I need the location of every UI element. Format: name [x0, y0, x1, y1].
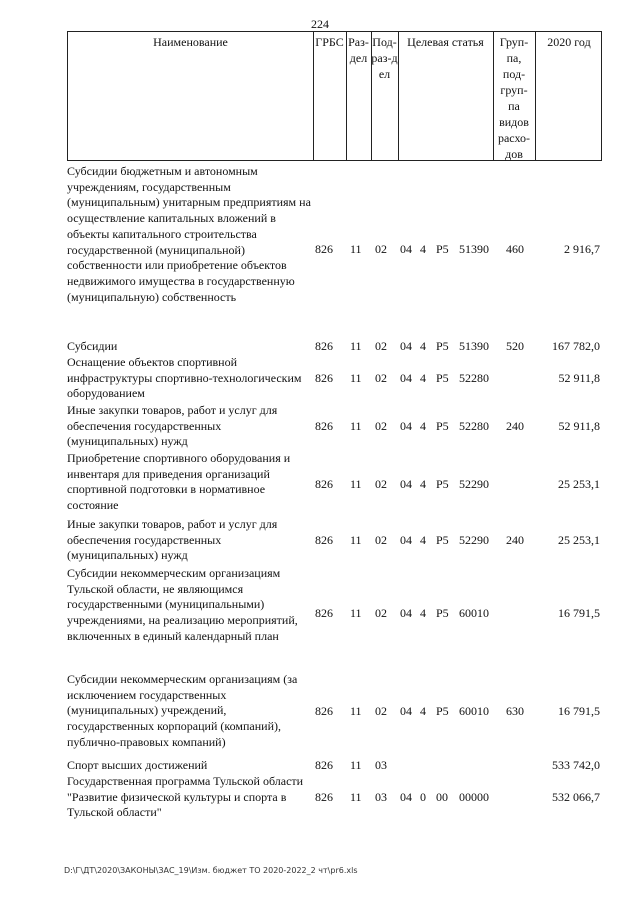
row-razdel: 11: [350, 419, 362, 433]
header-grbs: ГРБС: [315, 35, 344, 49]
table-row: [67, 451, 602, 515]
row-sum: 16 791,5: [558, 606, 600, 620]
row-grbs: 826: [315, 419, 333, 433]
row-target-main: P5: [436, 606, 449, 620]
row-podrazdel: 02: [375, 477, 387, 491]
row-target-main: P5: [436, 419, 449, 433]
row-podrazdel: 03: [375, 790, 387, 804]
row-name: Спорт высших достижений: [67, 758, 208, 772]
row-podrazdel: 03: [375, 758, 387, 772]
row-target-type: 0: [420, 790, 426, 804]
row-grbs: 826: [315, 758, 333, 772]
row-target-type: 4: [420, 339, 426, 353]
table-row: [67, 774, 602, 822]
page-number: 224: [311, 17, 329, 31]
row-podrazdel: 02: [375, 242, 387, 256]
row-sum: 25 253,1: [558, 477, 600, 491]
row-target-type: 4: [420, 704, 426, 718]
row-vr: 520: [506, 339, 524, 353]
row-grbs: 826: [315, 533, 333, 547]
row-razdel: 11: [350, 704, 362, 718]
table-row: [67, 517, 602, 565]
row-vr: 460: [506, 242, 524, 256]
row-target-program: 04: [400, 704, 412, 718]
row-target-direction: 60010: [459, 606, 489, 620]
row-sum: 25 253,1: [558, 533, 600, 547]
row-podrazdel: 02: [375, 339, 387, 353]
row-target-main: P5: [436, 242, 449, 256]
table-row: [67, 355, 602, 403]
row-target-main: P5: [436, 477, 449, 491]
row-target-direction: 51390: [459, 339, 489, 353]
row-target-program: 04: [400, 419, 412, 433]
row-target-direction: 52280: [459, 371, 489, 385]
row-razdel: 11: [350, 371, 362, 385]
row-target-direction: 60010: [459, 704, 489, 718]
row-podrazdel: 02: [375, 533, 387, 547]
header-name: Наименование: [153, 35, 228, 49]
row-target-type: 4: [420, 533, 426, 547]
row-target-program: 04: [400, 790, 412, 804]
row-grbs: 826: [315, 371, 333, 385]
row-razdel: 11: [350, 758, 362, 772]
row-razdel: 11: [350, 790, 362, 804]
row-target-direction: 52280: [459, 419, 489, 433]
row-name: Государственная программа Тульской области "Развитие физической культуры и спорта в Тульской области": [67, 774, 304, 820]
header-target: Целевая статья: [407, 35, 484, 49]
row-sum: 2 916,7: [564, 242, 600, 256]
table-row: [67, 403, 602, 451]
table-row: [67, 164, 602, 336]
row-target-type: 4: [420, 371, 426, 385]
row-target-type: 4: [420, 477, 426, 491]
row-name: Субсидии бюджетным и автономным учреждениям, государственным (муниципальным) унитарным предприятиям на осуществление капитальных вложений в объекты капитального строительства государственной (муниципальной) собственности или приобретение объектов недвижимого имущества в государственную (муниципальную) собственность: [67, 164, 311, 304]
table-row: [67, 566, 602, 666]
row-grbs: 826: [315, 606, 333, 620]
row-vr: 240: [506, 533, 524, 547]
row-sum: 533 742,0: [552, 758, 600, 772]
row-name: Субсидии некоммерческим организациям Тульской области, не являющимся государственными (муниципальными) учреждениями, на реализацию мероприятий, включенных в единый календарный план: [67, 566, 298, 643]
row-vr: 630: [506, 704, 524, 718]
row-target-direction: 51390: [459, 242, 489, 256]
header-razdel: Раз-дел: [348, 35, 369, 65]
table-header: [67, 31, 602, 161]
row-target-direction: 00000: [459, 790, 489, 804]
row-target-main: P5: [436, 339, 449, 353]
row-name: Субсидии: [67, 339, 118, 353]
table-row: [67, 758, 602, 774]
row-razdel: 11: [350, 533, 362, 547]
row-grbs: 826: [315, 704, 333, 718]
header-year: 2020 год: [547, 35, 591, 49]
header-group: Груп-па, под-груп-па видов расхо-дов: [497, 35, 531, 161]
row-name: Субсидии некоммерческим организациям (за исключением государственных (муниципальных) учреждений, государственных корпораций (компаний), публично-правовых компаний): [67, 672, 298, 749]
row-target-type: 4: [420, 606, 426, 620]
row-razdel: 11: [350, 339, 362, 353]
row-grbs: 826: [315, 790, 333, 804]
row-target-main: P5: [436, 704, 449, 718]
row-sum: 52 911,8: [558, 371, 600, 385]
row-grbs: 826: [315, 242, 333, 256]
table-row: [67, 672, 602, 752]
row-sum: 16 791,5: [558, 704, 600, 718]
row-target-type: 4: [420, 242, 426, 256]
row-podrazdel: 02: [375, 606, 387, 620]
row-target-program: 04: [400, 477, 412, 491]
row-podrazdel: 02: [375, 419, 387, 433]
row-grbs: 826: [315, 477, 333, 491]
row-sum: 167 782,0: [552, 339, 600, 353]
row-sum: 52 911,8: [558, 419, 600, 433]
row-vr: 240: [506, 419, 524, 433]
row-target-main: P5: [436, 371, 449, 385]
row-grbs: 826: [315, 339, 333, 353]
row-razdel: 11: [350, 242, 362, 256]
row-podrazdel: 02: [375, 371, 387, 385]
row-razdel: 11: [350, 477, 362, 491]
row-target-program: 04: [400, 606, 412, 620]
row-target-program: 04: [400, 339, 412, 353]
row-target-direction: 52290: [459, 533, 489, 547]
row-name: Иные закупки товаров, работ и услуг для обеспечения государственных (муниципальных) нужд: [67, 403, 278, 449]
table-row: [67, 339, 602, 355]
row-target-main: P5: [436, 533, 449, 547]
row-name: Приобретение спортивного оборудования и инвентаря для приведения организаций спортивной подготовки в нормативное состояние: [67, 451, 291, 513]
header-podrazdel: Под-раз-дел: [371, 35, 398, 81]
row-target-program: 04: [400, 242, 412, 256]
row-podrazdel: 02: [375, 704, 387, 718]
row-target-type: 4: [420, 419, 426, 433]
row-target-program: 04: [400, 371, 412, 385]
row-target-direction: 52290: [459, 477, 489, 491]
row-target-main: 00: [436, 790, 448, 804]
footer-file-path: D:\Г\ДТ\2020\ЗАКОНЫ\ЗАС_19\Изм. бюджет ТО 2020-2022_2 чт\pr6.xls: [64, 866, 358, 875]
row-name: Оснащение объектов спортивной инфраструктуры спортивно-технологическим оборудованием: [67, 355, 302, 401]
row-sum: 532 066,7: [552, 790, 600, 804]
row-razdel: 11: [350, 606, 362, 620]
row-name: Иные закупки товаров, работ и услуг для обеспечения государственных (муниципальных) нужд: [67, 517, 278, 563]
row-target-program: 04: [400, 533, 412, 547]
